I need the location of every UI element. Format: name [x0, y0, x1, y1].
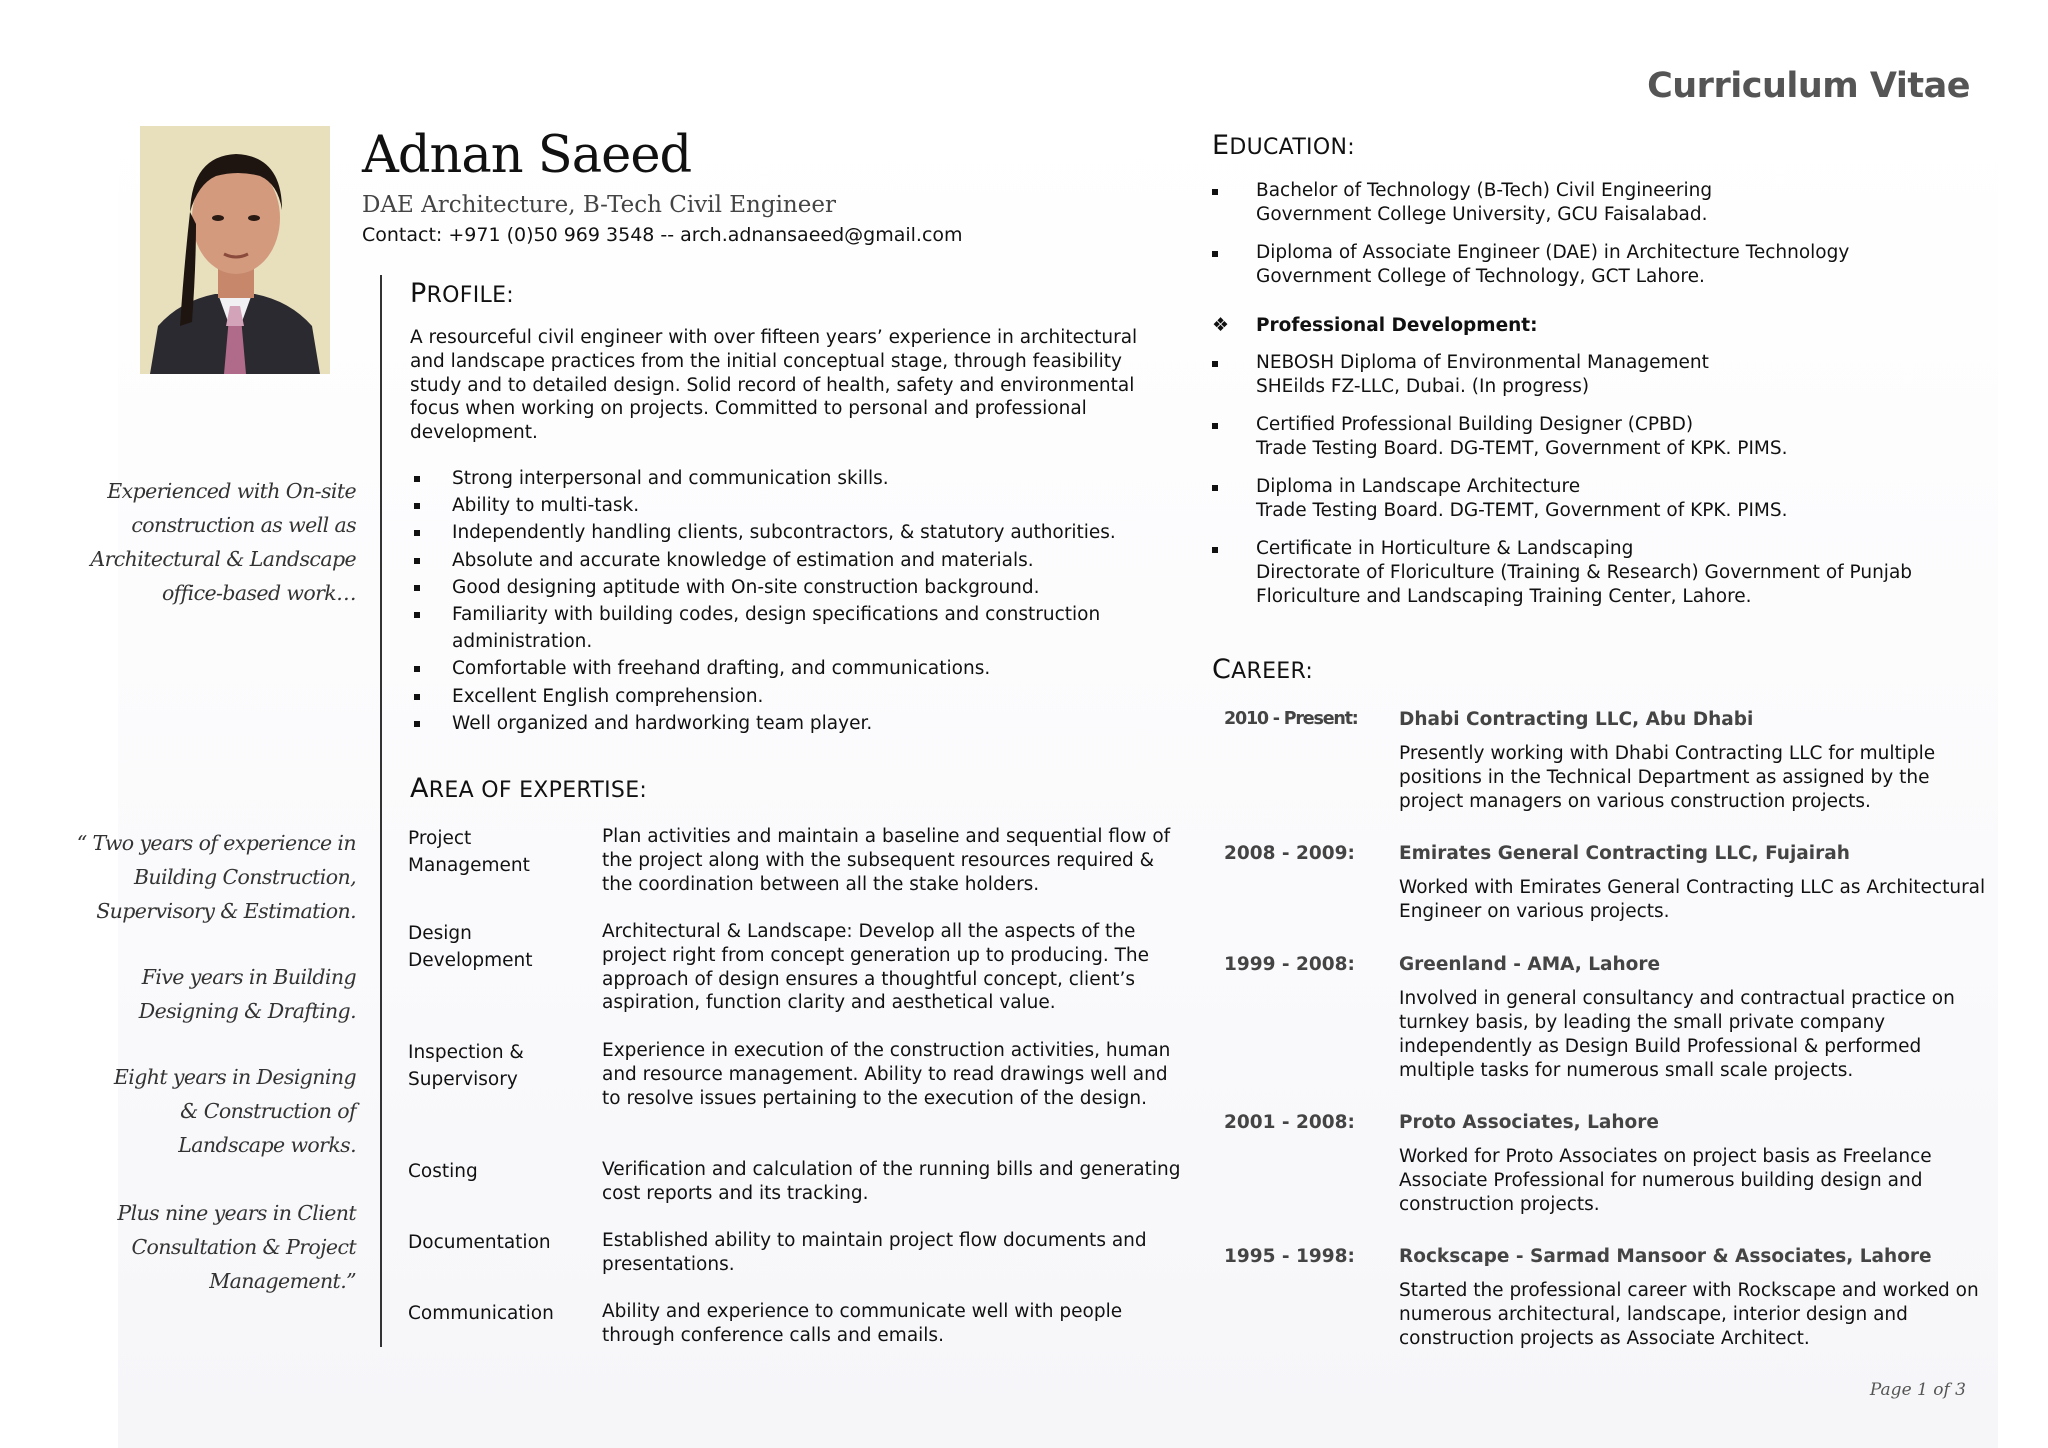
career-years: 1995 - 1998:	[1224, 1246, 1355, 1267]
heading-initial: C	[1212, 654, 1232, 685]
bullet-icon	[1212, 189, 1218, 195]
career-company: Greenland - AMA, Lahore	[1399, 954, 1661, 975]
quote-line: Supervisory & Estimation.	[96, 899, 356, 923]
sidebar-quote-landscape	[114, 1060, 356, 1162]
heading-rest: DUCATION:	[1229, 135, 1355, 160]
sidebar-quote-management	[117, 1196, 356, 1298]
profile-photo	[140, 126, 330, 374]
education-heading	[1212, 130, 1355, 161]
expertise-label: Project Management	[408, 828, 530, 876]
bullet-icon	[1212, 547, 1218, 553]
heading-rest: AREER:	[1231, 659, 1314, 684]
certification-title: Certificate in Horticulture & Landscaping	[1256, 538, 1634, 559]
certification-issuer: SHEilds FZ-LLC, Dubai. (In progress)	[1256, 376, 1590, 397]
institution: Government College University, GCU Faisalabad.	[1256, 204, 1708, 225]
quote-line: Architectural & Landscape	[90, 547, 356, 571]
skills-list	[410, 465, 1180, 737]
quote-line: Experienced with On-site	[107, 479, 356, 503]
expertise-label: Documentation	[408, 1232, 551, 1253]
career-years: 2008 - 2009:	[1224, 843, 1355, 864]
certification-title: NEBOSH Diploma of Environmental Management	[1256, 352, 1709, 373]
sidebar-quote-designing	[139, 960, 356, 1028]
career-heading	[1212, 654, 1313, 685]
expertise-description: Experience in execution of the construction activities, human and resource management. Ability to read drawings well and to resolve issues pertaining to the execution of the design.	[602, 1040, 1171, 1109]
expertise-label: Inspection & Supervisory	[408, 1042, 524, 1090]
expertise-description: Established ability to maintain project flow documents and presentations.	[602, 1230, 1147, 1275]
certification-issuer: Directorate of Floriculture (Training & Research) Government of Punjab	[1256, 562, 1913, 583]
career-description: Worked with Emirates General Contracting LLC as Architectural Engineer on various projects.	[1399, 877, 1986, 922]
bullet-icon	[1212, 485, 1218, 491]
heading-initial: E	[1212, 130, 1230, 161]
list-item: Absolute and accurate knowledge of estimation and materials.	[410, 547, 1180, 574]
portrait-image	[140, 126, 330, 374]
list-item: Good designing aptitude with On-site construction background.	[410, 574, 1180, 601]
list-item: Ability to multi-task.	[410, 492, 1180, 519]
heading-rest: REA OF EXPERTISE:	[428, 778, 648, 803]
contact-line: Contact: +971 (0)50 969 3548 -- arch.adnansaeed@gmail.com	[362, 224, 963, 246]
candidate-name: Adnan Saeed	[362, 126, 692, 185]
quote-line: Designing & Drafting.	[138, 999, 356, 1023]
career-description: Presently working with Dhabi Contracting LLC for multiple positions in the Technical Department as assigned by the project managers on various construction projects.	[1399, 743, 1936, 812]
profile-summary: A resourceful civil engineer with over fifteen years’ experience in architectural and landscape practices from the initial conceptual stage, through feasibility study and to detailed design. Solid record of health, safety and environmental focus when working on projects. Committed to personal and professional development.	[410, 327, 1138, 444]
expertise-heading	[410, 773, 647, 804]
career-years: 2001 - 2008:	[1224, 1112, 1355, 1133]
page-number: Page 1 of 3	[1869, 1380, 1966, 1400]
expertise-label: Costing	[408, 1161, 478, 1182]
diamond-bullet-icon: ❖	[1212, 314, 1230, 336]
list-item: Independently handling clients, subcontractors, & statutory authorities.	[410, 519, 1180, 546]
certification-issuer: Floriculture and Landscaping Training Center, Lahore.	[1256, 586, 1752, 607]
candidate-qualification: DAE Architecture, B-Tech Civil Engineer	[362, 192, 836, 218]
institution: Government College of Technology, GCT Lahore.	[1256, 266, 1705, 287]
expertise-label: Communication	[408, 1303, 554, 1324]
heading-initial: A	[410, 773, 429, 804]
career-description: Started the professional career with Rockscape and worked on numerous architectural, landscape, interior design and construction projects as Associate Architect.	[1399, 1280, 1979, 1349]
certification-issuer: Trade Testing Board. DG-TEMT, Government of KPK. PIMS.	[1256, 500, 1788, 521]
list-item: Excellent English comprehension.	[410, 683, 1180, 710]
sidebar-quote-onsite	[90, 474, 356, 610]
quote-line: Landscape works.	[178, 1133, 356, 1157]
quote-line: Eight years in Designing	[113, 1065, 356, 1089]
heading-rest: ROFILE:	[426, 283, 515, 308]
career-company: Proto Associates, Lahore	[1399, 1112, 1659, 1133]
quote-line: Building Construction,	[133, 865, 356, 889]
certification-title: Certified Professional Building Designer (CPBD)	[1256, 414, 1694, 435]
bullet-icon	[1212, 251, 1218, 257]
quote-line: & Construction of	[180, 1099, 356, 1123]
bullet-icon	[1212, 361, 1218, 367]
quote-line: construction as well as	[131, 513, 356, 537]
career-description: Worked for Proto Associates on project basis as Freelance Associate Professional for numerous building design and construction projects.	[1399, 1146, 1932, 1215]
quote-line: Consultation & Project	[131, 1235, 356, 1259]
heading-initial: P	[410, 278, 427, 309]
degree-title: Bachelor of Technology (B-Tech) Civil Engineering	[1256, 180, 1713, 201]
list-item: Well organized and hardworking team player.	[410, 710, 1180, 737]
expertise-description: Architectural & Landscape: Develop all the aspects of the project right from concept generation up to producing. The approach of design ensures a thoughtful concept, client’s aspiration, function clarity and aesthetical value.	[602, 921, 1149, 1014]
certification-title: Diploma in Landscape Architecture	[1256, 476, 1581, 497]
career-years: 1999 - 2008:	[1224, 954, 1355, 975]
degree-title: Diploma of Associate Engineer (DAE) in Architecture Technology	[1256, 242, 1850, 263]
heading-label: Professional Development:	[1256, 315, 1538, 336]
career-years: 2010 - Present:	[1224, 709, 1358, 729]
profile-heading	[410, 278, 514, 309]
document-title: Curriculum Vitae	[1647, 66, 1970, 106]
expertise-label: Design Development	[408, 923, 533, 971]
expertise-description: Verification and calculation of the running bills and generating cost reports and its tracking.	[602, 1159, 1181, 1204]
list-item: Strong interpersonal and communication skills.	[410, 465, 1180, 492]
sidebar-quote-experience	[77, 826, 356, 928]
section-divider	[380, 275, 382, 1347]
career-company: Dhabi Contracting LLC, Abu Dhabi	[1399, 709, 1754, 730]
quote-line: Five years in Building	[141, 965, 356, 989]
career-company: Emirates General Contracting LLC, Fujairah	[1399, 843, 1850, 864]
certification-issuer: Trade Testing Board. DG-TEMT, Government of KPK. PIMS.	[1256, 438, 1788, 459]
expertise-description: Ability and experience to communicate well with people through conference calls and emails.	[602, 1301, 1123, 1346]
bullet-icon	[1212, 423, 1218, 429]
list-item: Familiarity with building codes, design specifications and construction administration.	[410, 601, 1180, 655]
quote-line: Plus nine years in Client	[117, 1201, 356, 1225]
list-item: Comfortable with freehand drafting, and communications.	[410, 655, 1180, 682]
career-description: Involved in general consultancy and contractual practice on turnkey basis, by leading the small private company independently as Design Build Professional & performed multiple tasks for numerous small scale projects.	[1399, 988, 1955, 1081]
quote-line: Management.”	[209, 1269, 356, 1293]
expertise-description: Plan activities and maintain a baseline and sequential flow of the project along with the subsequent resources required & the coordination between all the stake holders.	[602, 826, 1171, 895]
career-company: Rockscape - Sarmad Mansoor & Associates, Lahore	[1399, 1246, 1932, 1267]
quote-line: office-based work…	[161, 581, 356, 605]
quote-line: “ Two years of experience in	[76, 831, 356, 855]
